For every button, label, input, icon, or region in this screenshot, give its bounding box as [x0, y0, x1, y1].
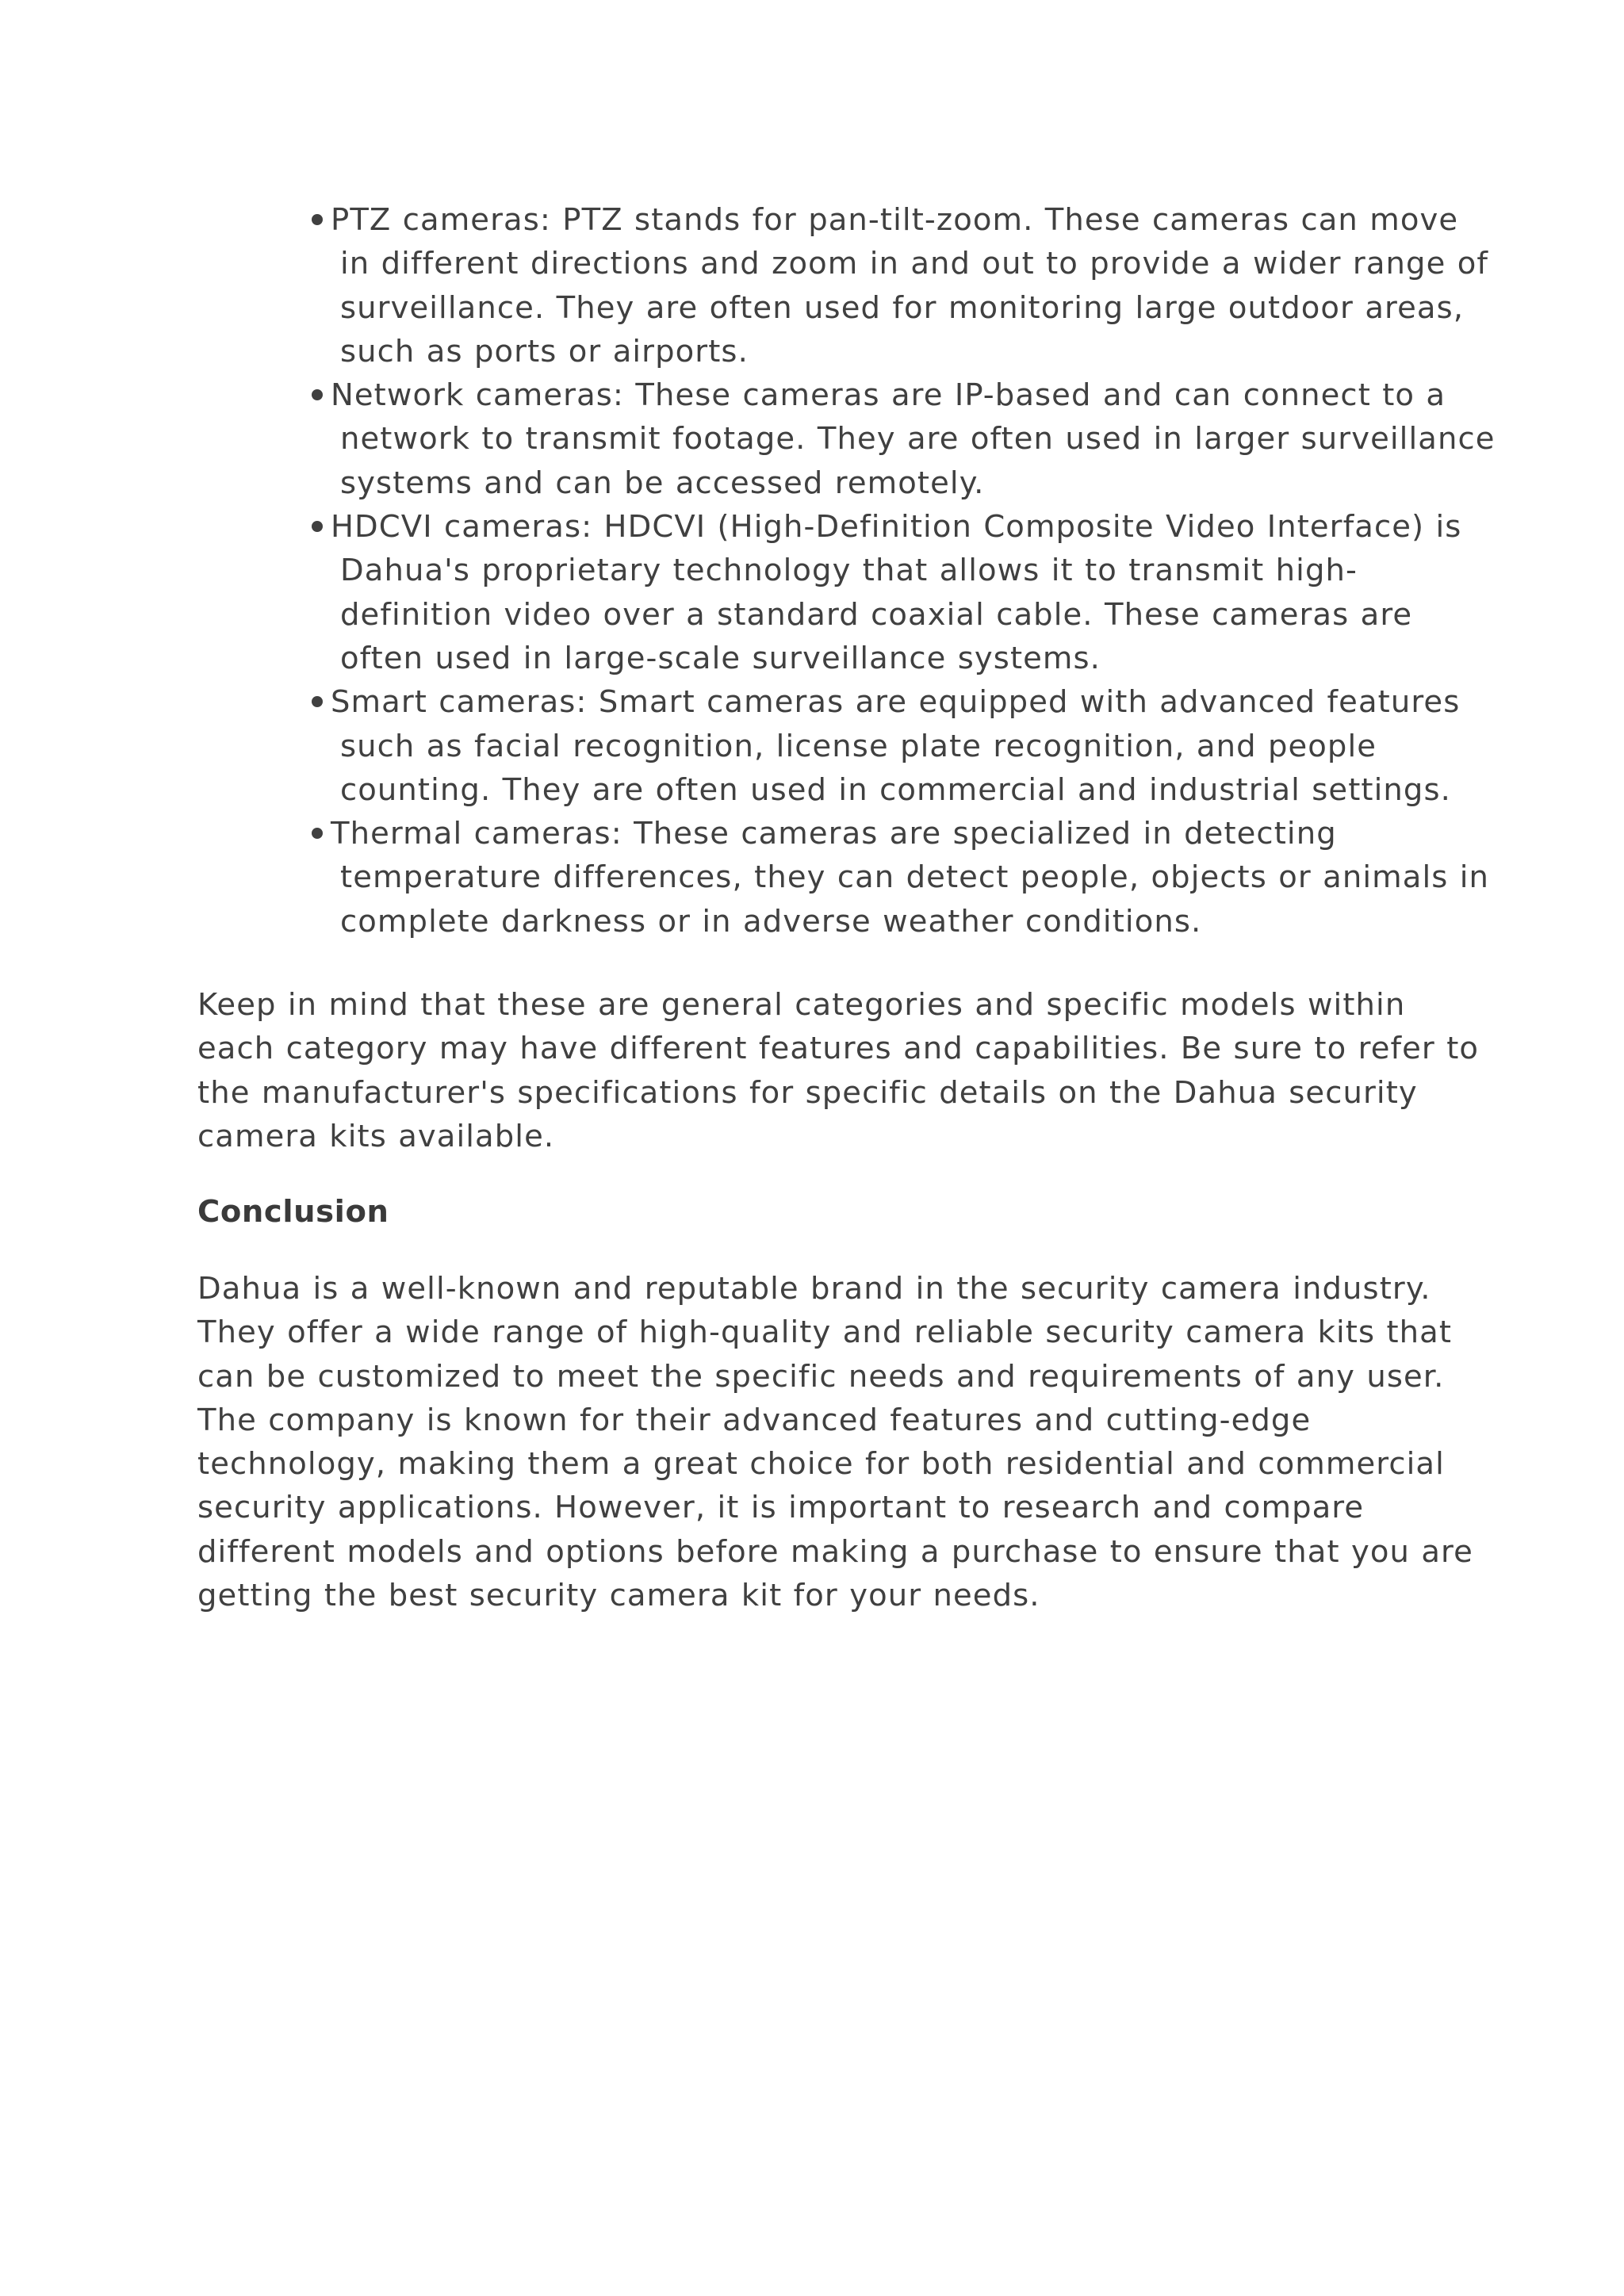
bullet-icon [312, 696, 323, 707]
list-item-text: Smart cameras: Smart cameras are equipped with advanced features such as facial recognition, license plate recognition, and people counting. They are often used in commercial and industrial settings. [331, 684, 1461, 808]
list-item-text: PTZ cameras: PTZ stands for pan-tilt-zoom. These cameras can move in different directions and zoom in and out to provide a wider range of surveillance. They are often used for monitoring large outdoor areas, such as ports or airports. [331, 202, 1489, 369]
list-item [308, 373, 1498, 505]
bullet-icon [312, 521, 323, 532]
bullet-icon [312, 389, 323, 400]
list-item-text: HDCVI cameras: HDCVI (High-Definition Composite Video Interface) is Dahua's proprietary technology that allows it to transmit high-definition video over a standard coaxial cable. These cameras are often used in large-scale surveillance systems. [331, 509, 1462, 676]
conclusion-heading: Conclusion [197, 1194, 389, 1230]
list-item [308, 198, 1498, 373]
list-item [308, 812, 1498, 943]
list-item-text: Thermal cameras: These cameras are specialized in detecting temperature differences, they can detect people, objects or animals in complete darkness or in adverse weather conditions. [331, 816, 1490, 939]
conclusion-paragraph: Dahua is a well-known and reputable brand in the security camera industry. They offer a wide range of high-quality and reliable security camera kits that can be customized to meet the specific needs and requirements of any user. The company is known for their advanced features and cutting-edge technology, making them a great choice for both residential and commercial security applications. However, it is important to research and compare different models and options before making a purchase to ensure that you are getting the best security camera kit for your needs. [197, 1271, 1473, 1614]
bullet-icon [312, 214, 323, 225]
bullet-icon [312, 828, 323, 839]
list-item [308, 680, 1498, 812]
camera-types-list [277, 198, 1498, 943]
list-item [308, 505, 1498, 680]
list-item-text: Network cameras: These cameras are IP-based and can connect to a network to transmit footage. They are often used in larger surveillance systems and can be accessed remotely. [331, 377, 1496, 501]
note-paragraph: Keep in mind that these are general categories and specific models within each category may have different features and capabilities. Be sure to refer to the manufacturer's specifications for specific details on the Dahua security camera kits available. [197, 987, 1480, 1154]
